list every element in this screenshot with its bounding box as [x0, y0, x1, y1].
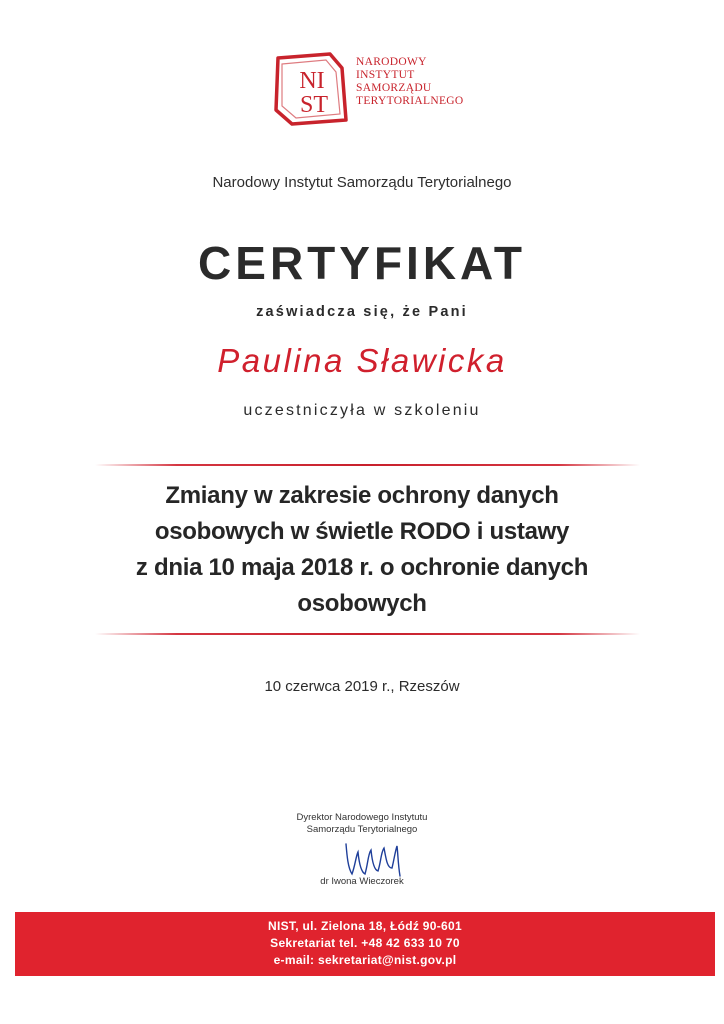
- footer-phone: Sekretariat tel. +48 42 633 10 70: [270, 936, 460, 950]
- logo-monogram-bottom: ST: [299, 92, 329, 118]
- logo-wordmark: [356, 56, 463, 108]
- course-title-line: osobowych w świetle RODO i ustawy: [154, 518, 570, 545]
- certificate-subtitle: zaświadcza się, że Pani: [256, 304, 468, 320]
- course-title-line: Zmiany w zakresie ochrony danych: [165, 482, 559, 509]
- divider-bottom: [95, 633, 640, 635]
- director-title: [262, 812, 462, 836]
- divider-top: [95, 464, 640, 466]
- footer-contact: [15, 918, 715, 969]
- nist-logo-icon: [272, 50, 352, 128]
- logo-line: SAMORZĄDU: [356, 82, 432, 94]
- director-name: dr Iwona Wieczorek: [320, 876, 404, 887]
- logo-line: TERYTORIALNEGO: [356, 95, 464, 107]
- participation-text: uczestniczyła w szkoleniu: [243, 402, 481, 419]
- logo-monogram-top: NI: [299, 68, 325, 94]
- director-title-line: Dyrektor Narodowego Instytutu: [296, 812, 428, 823]
- certificate-title: CERTYFIKAT: [198, 237, 526, 289]
- course-title-line: osobowych: [297, 590, 427, 617]
- logo-line: INSTYTUT: [356, 69, 415, 81]
- footer-address: NIST, ul. Zielona 18, Łódź 90-601: [268, 919, 462, 933]
- institute-name: Narodowy Instytut Samorządu Terytorialnego: [212, 174, 512, 191]
- logo-line: NARODOWY: [356, 56, 427, 68]
- director-title-line: Samorządu Terytorialnego: [306, 824, 418, 835]
- course-title-line: z dnia 10 maja 2018 r. o ochronie danych: [135, 554, 589, 581]
- recipient-name: Paulina Sławicka: [217, 342, 507, 379]
- date-and-place: 10 czerwca 2019 r., Rzeszów: [264, 678, 460, 695]
- course-title: [0, 478, 724, 622]
- footer-contact-banner: [15, 912, 715, 976]
- footer-email[interactable]: e-mail: sekretariat@nist.gov.pl: [273, 953, 457, 967]
- institute-logo: [272, 50, 512, 130]
